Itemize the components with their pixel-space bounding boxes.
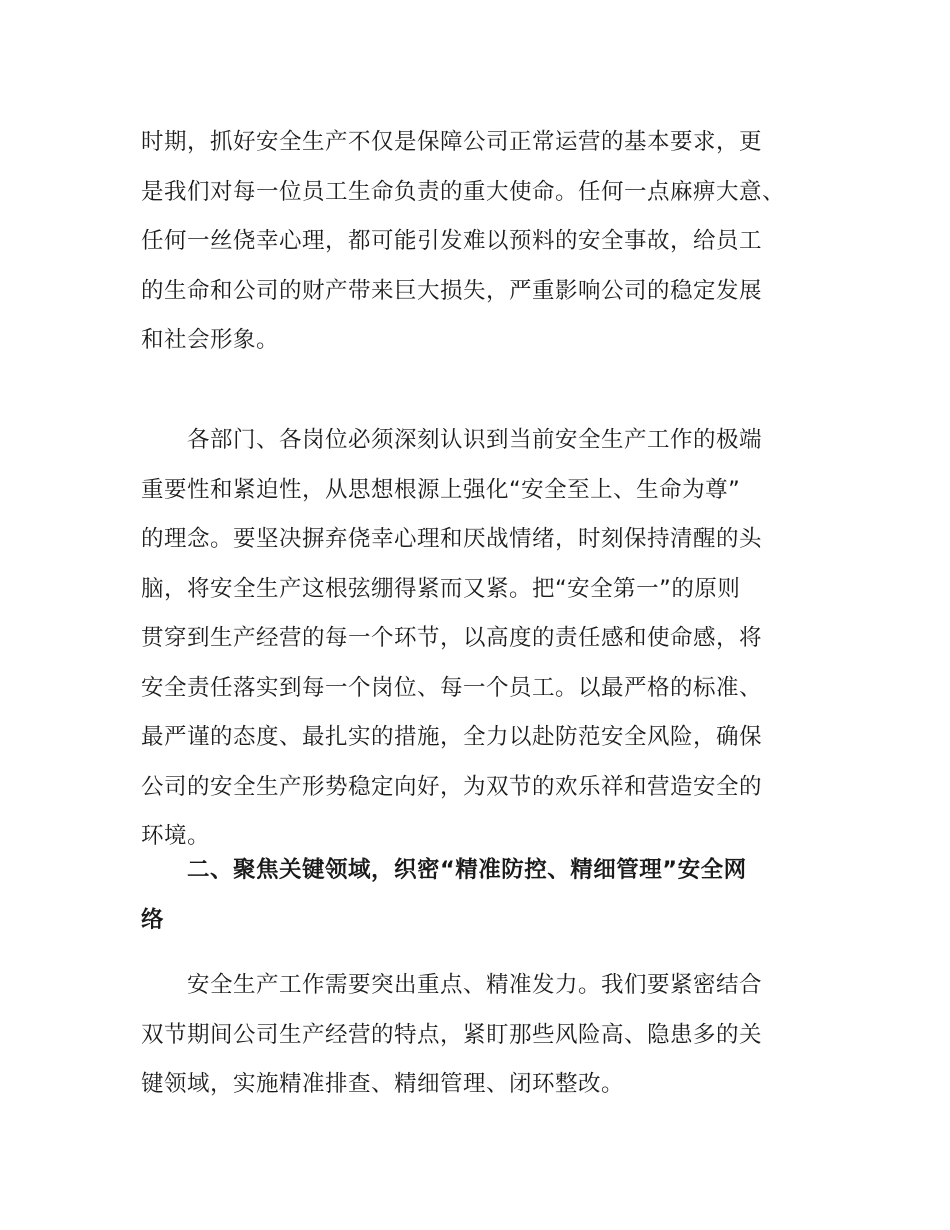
heading-line: 络 xyxy=(141,906,165,933)
text-line: 脑，将安全生产这根弦绷得紧而又紧。把“安全第一”的原则 xyxy=(141,575,741,602)
text-line: 任何一丝侥幸心理，都可能引发难以预料的安全事故，给员工 xyxy=(141,228,763,254)
heading-line: 二、聚焦关键领域，织密“精准防控、精细管理”安全网 xyxy=(187,857,747,883)
text-line: 公司的安全生产形势稳定向好，为双节的欢乐祥和营造安全的 xyxy=(141,773,763,800)
paragraph-key-areas xyxy=(141,961,816,1110)
section-heading xyxy=(141,846,816,945)
text-line: 环境。 xyxy=(141,823,211,849)
paragraph-safety-awareness xyxy=(141,416,816,862)
text-line: 各部门、各岗位必须深刻认识到当前安全生产工作的极端 xyxy=(187,427,763,453)
text-line: 时期，抓好安全生产不仅是保障公司正常运营的基本要求，更 xyxy=(141,129,763,155)
text-line: 重要性和紧迫性，从思想根源上强化“安全至上、生命为尊” xyxy=(141,476,741,503)
text-line: 的理念。要坚决摒弃侥幸心理和厌战情绪，时刻保持清醒的头 xyxy=(141,526,763,552)
text-line: 安全生产工作需要突出重点、精准发力。我们要紧密结合 xyxy=(187,972,763,998)
text-line: 贯穿到生产经营的每一个环节，以高度的责任感和使命感，将 xyxy=(141,625,763,651)
text-line: 是我们对每一位员工生命负责的重大使命。任何一点麻痹大意、 xyxy=(141,178,786,205)
text-line: 的生命和公司的财产带来巨大损失，严重影响公司的稳定发展 xyxy=(141,277,763,304)
paragraph-continuation xyxy=(141,118,816,366)
text-line: 键领域，实施精准排查、精细管理、闭环整改。 xyxy=(141,1071,625,1097)
text-line: 双节期间公司生产经营的特点，紧盯那些风险高、隐患多的关 xyxy=(141,1021,763,1048)
text-line: 安全责任落实到每一个岗位、每一个员工。以最严格的标准、 xyxy=(141,674,763,701)
text-line: 和社会形象。 xyxy=(141,327,280,353)
text-line: 最严谨的态度、最扎实的措施，全力以赴防范安全风险，确保 xyxy=(141,724,763,750)
